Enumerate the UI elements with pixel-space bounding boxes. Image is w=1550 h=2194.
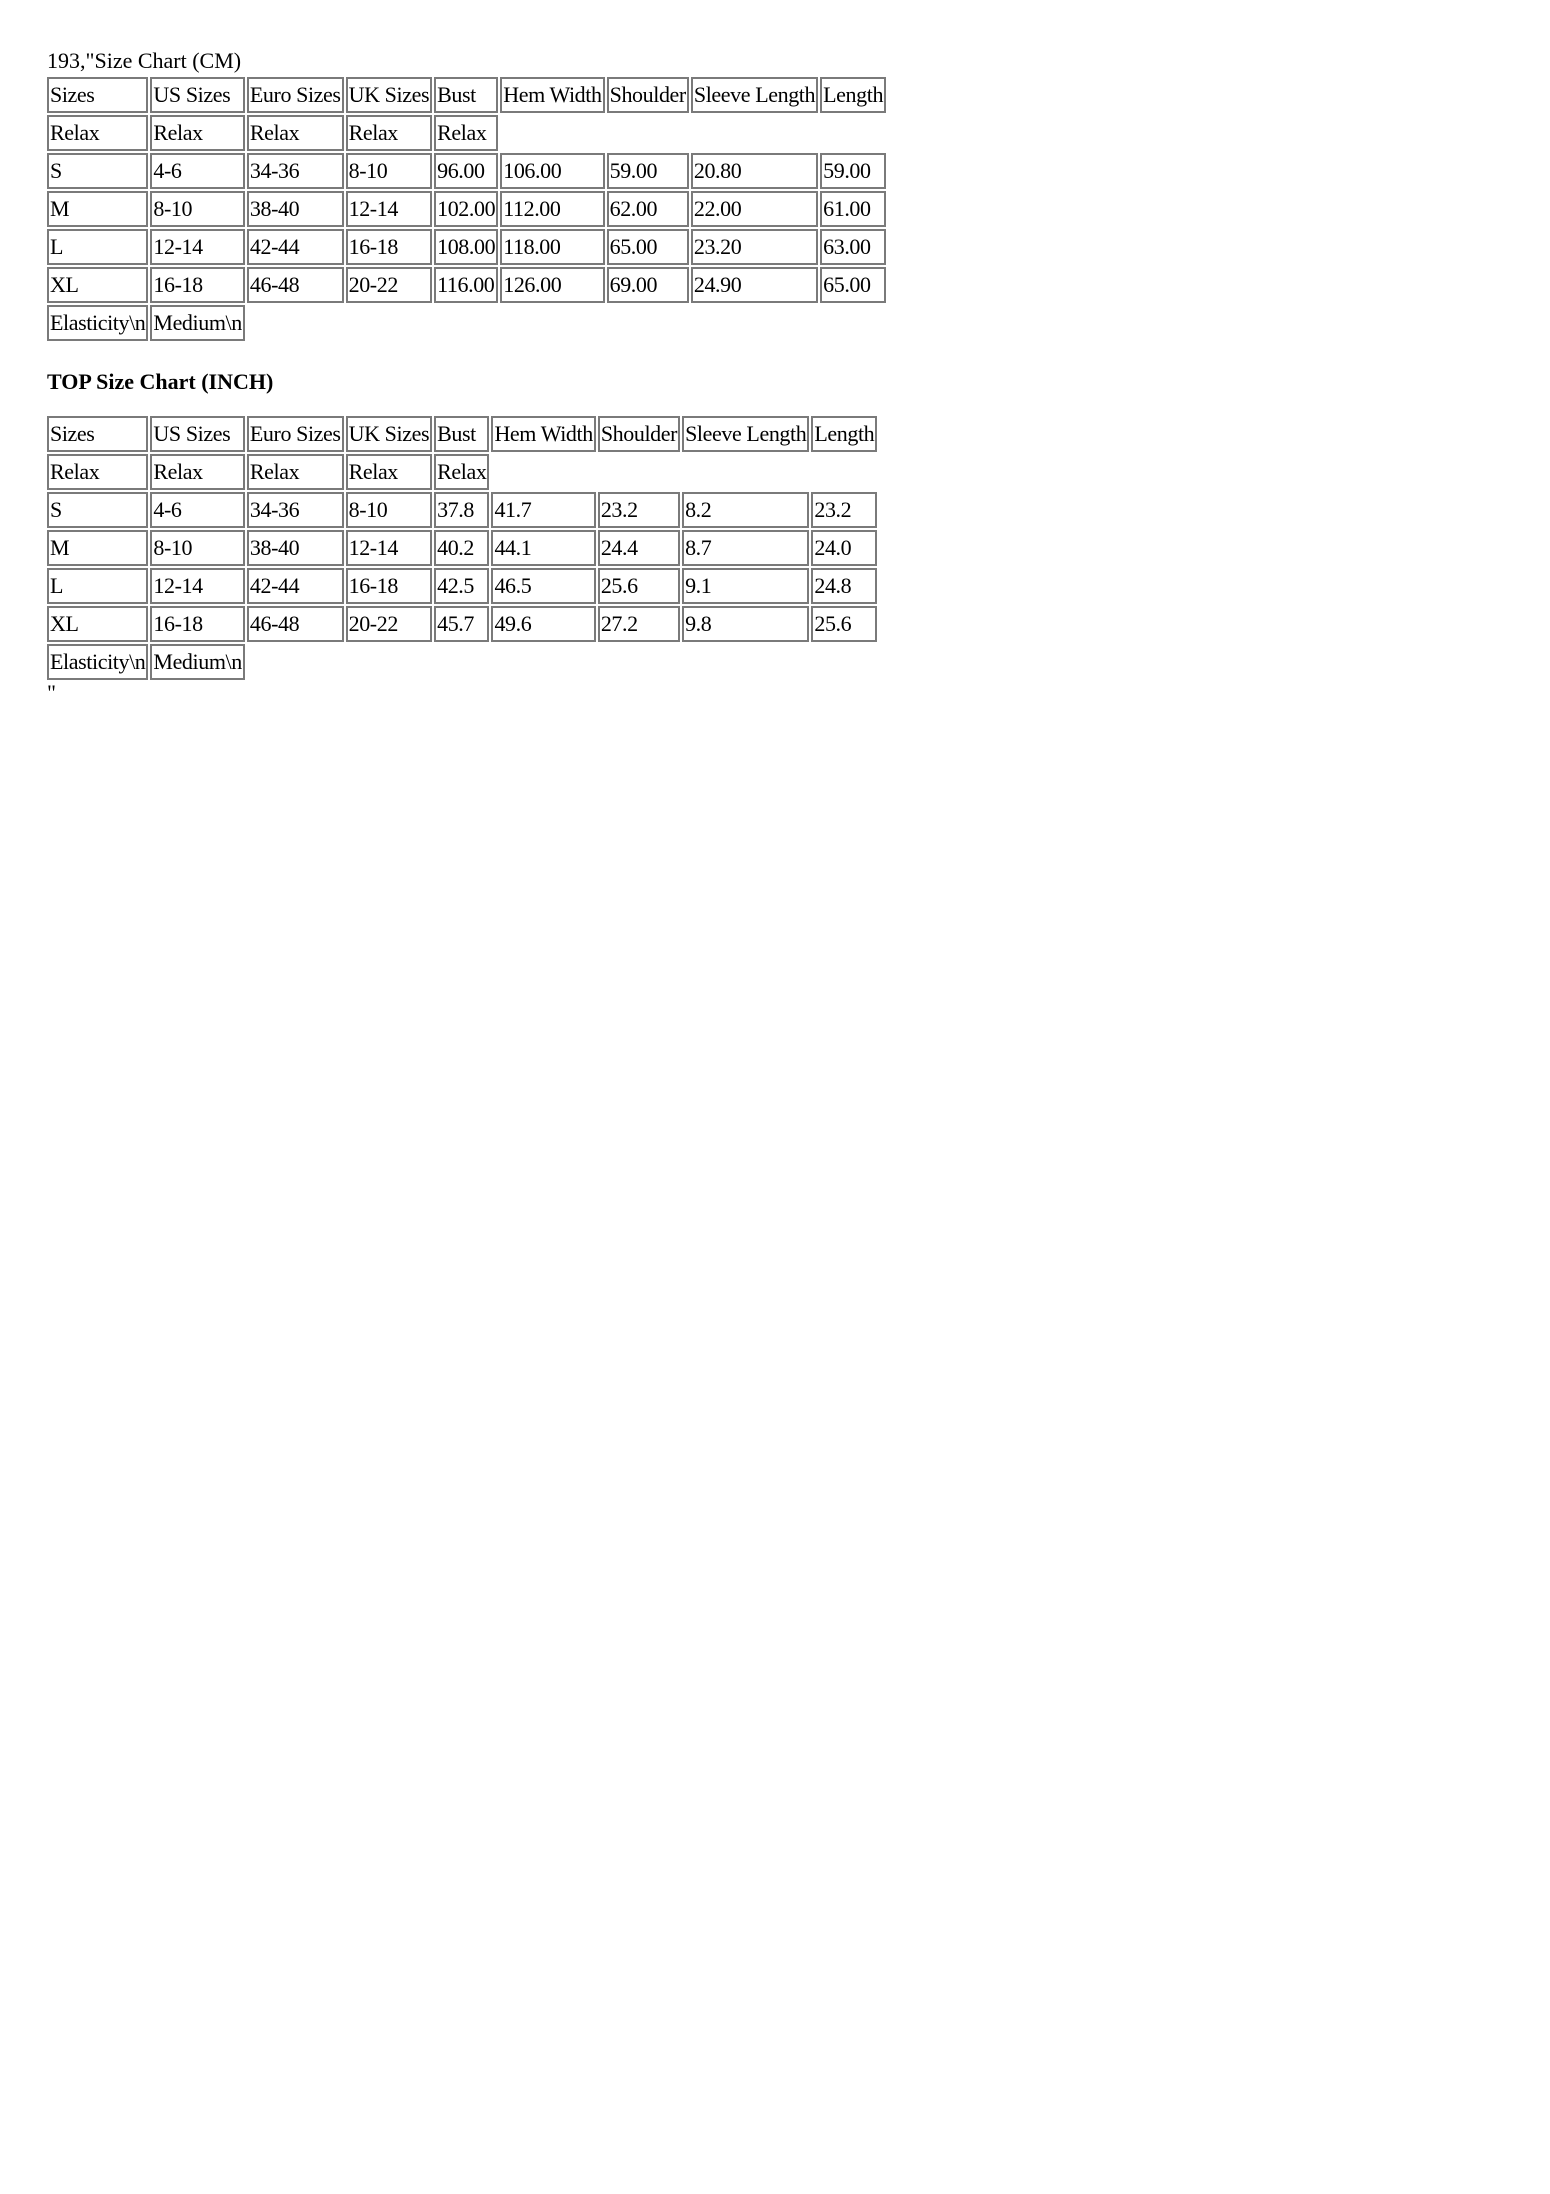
table-cell: Relax [47, 115, 148, 151]
table-cell: Relax [247, 115, 344, 151]
table-cell: 16-18 [346, 568, 433, 604]
table-cell: 45.7 [434, 606, 489, 642]
table-cell: 4-6 [150, 492, 244, 528]
table-cell: 49.6 [491, 606, 595, 642]
table-cell: 16-18 [150, 606, 244, 642]
table-cell: 20.80 [691, 153, 818, 189]
empty-cell [598, 454, 680, 490]
table-cell: 65.00 [607, 229, 689, 265]
empty-cell [247, 305, 344, 341]
empty-cell [811, 644, 877, 680]
table-cell: Sizes [47, 416, 148, 452]
table-cell: UK Sizes [346, 77, 433, 113]
table-cell: 46-48 [247, 606, 344, 642]
table-cell: 96.00 [434, 153, 498, 189]
table-cell: Sleeve Length [691, 77, 818, 113]
table-cell: S [47, 492, 148, 528]
table-cell: Euro Sizes [247, 77, 344, 113]
table-cell: XL [47, 267, 148, 303]
empty-cell [682, 644, 809, 680]
table-cell: 16-18 [150, 267, 244, 303]
table-cell: Shoulder [607, 77, 689, 113]
table-cell: 42-44 [247, 229, 344, 265]
empty-cell [247, 644, 344, 680]
table-cell: 12-14 [150, 229, 244, 265]
table-cell: US Sizes [150, 77, 244, 113]
table-cell: 59.00 [820, 153, 886, 189]
table-cell: S [47, 153, 148, 189]
table-cell: 8-10 [150, 530, 244, 566]
table-cell: Shoulder [598, 416, 680, 452]
table-cell: 61.00 [820, 191, 886, 227]
table-cell: 65.00 [820, 267, 886, 303]
table-cell: Relax [150, 115, 244, 151]
elasticity-row [47, 644, 877, 680]
table-row [47, 229, 886, 265]
table-cell: Medium\n [150, 305, 244, 341]
table-cell: 69.00 [607, 267, 689, 303]
table-cell: 62.00 [607, 191, 689, 227]
table-cell: 34-36 [247, 492, 344, 528]
table-cell: M [47, 191, 148, 227]
table-cell: 108.00 [434, 229, 498, 265]
table-cell: Length [811, 416, 877, 452]
table-cell: 24.8 [811, 568, 877, 604]
table-cell: Relax [150, 454, 244, 490]
table-row [47, 153, 886, 189]
empty-cell [682, 454, 809, 490]
empty-cell [500, 115, 604, 151]
table-cell: 8-10 [346, 153, 433, 189]
table-cell: 34-36 [247, 153, 344, 189]
table-cell: Elasticity\n [47, 644, 148, 680]
fit-row [47, 115, 886, 151]
table-cell: Sizes [47, 77, 148, 113]
table-row [47, 191, 886, 227]
table-row [47, 530, 877, 566]
table-cell: 59.00 [607, 153, 689, 189]
table-cell: 63.00 [820, 229, 886, 265]
table-cell: 41.7 [491, 492, 595, 528]
empty-cell [811, 454, 877, 490]
table-cell: 16-18 [346, 229, 433, 265]
table-cell: 20-22 [346, 606, 433, 642]
table-cell: 44.1 [491, 530, 595, 566]
table-cell: 23.2 [811, 492, 877, 528]
table-cell: 12-14 [150, 568, 244, 604]
table-row [47, 606, 877, 642]
table-cell: 42.5 [434, 568, 489, 604]
table-cell: 37.8 [434, 492, 489, 528]
table-cell: US Sizes [150, 416, 244, 452]
table-cell: Medium\n [150, 644, 244, 680]
table-cell: 24.0 [811, 530, 877, 566]
table-cell: 40.2 [434, 530, 489, 566]
empty-cell [346, 305, 433, 341]
table-cell: L [47, 229, 148, 265]
table-cell: M [47, 530, 148, 566]
empty-cell [491, 454, 595, 490]
table-cell: 8-10 [346, 492, 433, 528]
empty-cell [434, 644, 489, 680]
table-cell: 9.8 [682, 606, 809, 642]
table-cell: Relax [47, 454, 148, 490]
table-cell: 12-14 [346, 530, 433, 566]
empty-cell [691, 115, 818, 151]
table-cell: 112.00 [500, 191, 604, 227]
table-row [47, 267, 886, 303]
fit-row [47, 454, 877, 490]
table-cell: 38-40 [247, 530, 344, 566]
header-row [47, 416, 877, 452]
table-cell: Relax [434, 115, 498, 151]
table-cell: 23.20 [691, 229, 818, 265]
table-cell: Relax [346, 454, 433, 490]
document [47, 48, 888, 706]
table-cell: 4-6 [150, 153, 244, 189]
table-cell: 9.1 [682, 568, 809, 604]
table-cell: 38-40 [247, 191, 344, 227]
table-cell: 8-10 [150, 191, 244, 227]
table-cell: 8.7 [682, 530, 809, 566]
empty-cell [491, 644, 595, 680]
table-row [47, 492, 877, 528]
empty-cell [346, 644, 433, 680]
header-row [47, 77, 886, 113]
table-cell: 20-22 [346, 267, 433, 303]
table-cell: 8.2 [682, 492, 809, 528]
empty-cell [598, 644, 680, 680]
table-cell: 106.00 [500, 153, 604, 189]
elasticity-row [47, 305, 886, 341]
empty-cell [607, 115, 689, 151]
table-cell: Sleeve Length [682, 416, 809, 452]
table-cell: Relax [247, 454, 344, 490]
empty-cell [607, 305, 689, 341]
table-cell: 27.2 [598, 606, 680, 642]
table-cell: 46.5 [491, 568, 595, 604]
table-cell: 22.00 [691, 191, 818, 227]
empty-cell [691, 305, 818, 341]
table-cell: 46-48 [247, 267, 344, 303]
table-cell: 126.00 [500, 267, 604, 303]
table-cell: Euro Sizes [247, 416, 344, 452]
closing-quote: " [47, 680, 56, 705]
table-cell: Bust [434, 77, 498, 113]
table-cell: 23.2 [598, 492, 680, 528]
table-cell: Relax [346, 115, 433, 151]
table-cell: 24.4 [598, 530, 680, 566]
cm-size-table [45, 75, 888, 343]
table-cell: 25.6 [811, 606, 877, 642]
table-cell: 118.00 [500, 229, 604, 265]
empty-cell [500, 305, 604, 341]
table-row [47, 568, 877, 604]
table-cell: Bust [434, 416, 489, 452]
table-cell: UK Sizes [346, 416, 433, 452]
table-cell: 24.90 [691, 267, 818, 303]
table-cell: Elasticity\n [47, 305, 148, 341]
table-cell: Relax [434, 454, 489, 490]
table-cell: Hem Width [500, 77, 604, 113]
empty-cell [434, 305, 498, 341]
table-cell: 42-44 [247, 568, 344, 604]
table-cell: Hem Width [491, 416, 595, 452]
table-cell: L [47, 568, 148, 604]
empty-cell [820, 305, 886, 341]
table-cell: 102.00 [434, 191, 498, 227]
inch-size-table [45, 414, 879, 682]
cm-chart-heading: 193,"Size Chart (CM) [47, 48, 242, 73]
table-cell: 116.00 [434, 267, 498, 303]
table-cell: 25.6 [598, 568, 680, 604]
inch-chart-heading: TOP Size Chart (INCH) [47, 369, 274, 394]
table-cell: Length [820, 77, 886, 113]
empty-cell [820, 115, 886, 151]
table-cell: 12-14 [346, 191, 433, 227]
table-cell: XL [47, 606, 148, 642]
